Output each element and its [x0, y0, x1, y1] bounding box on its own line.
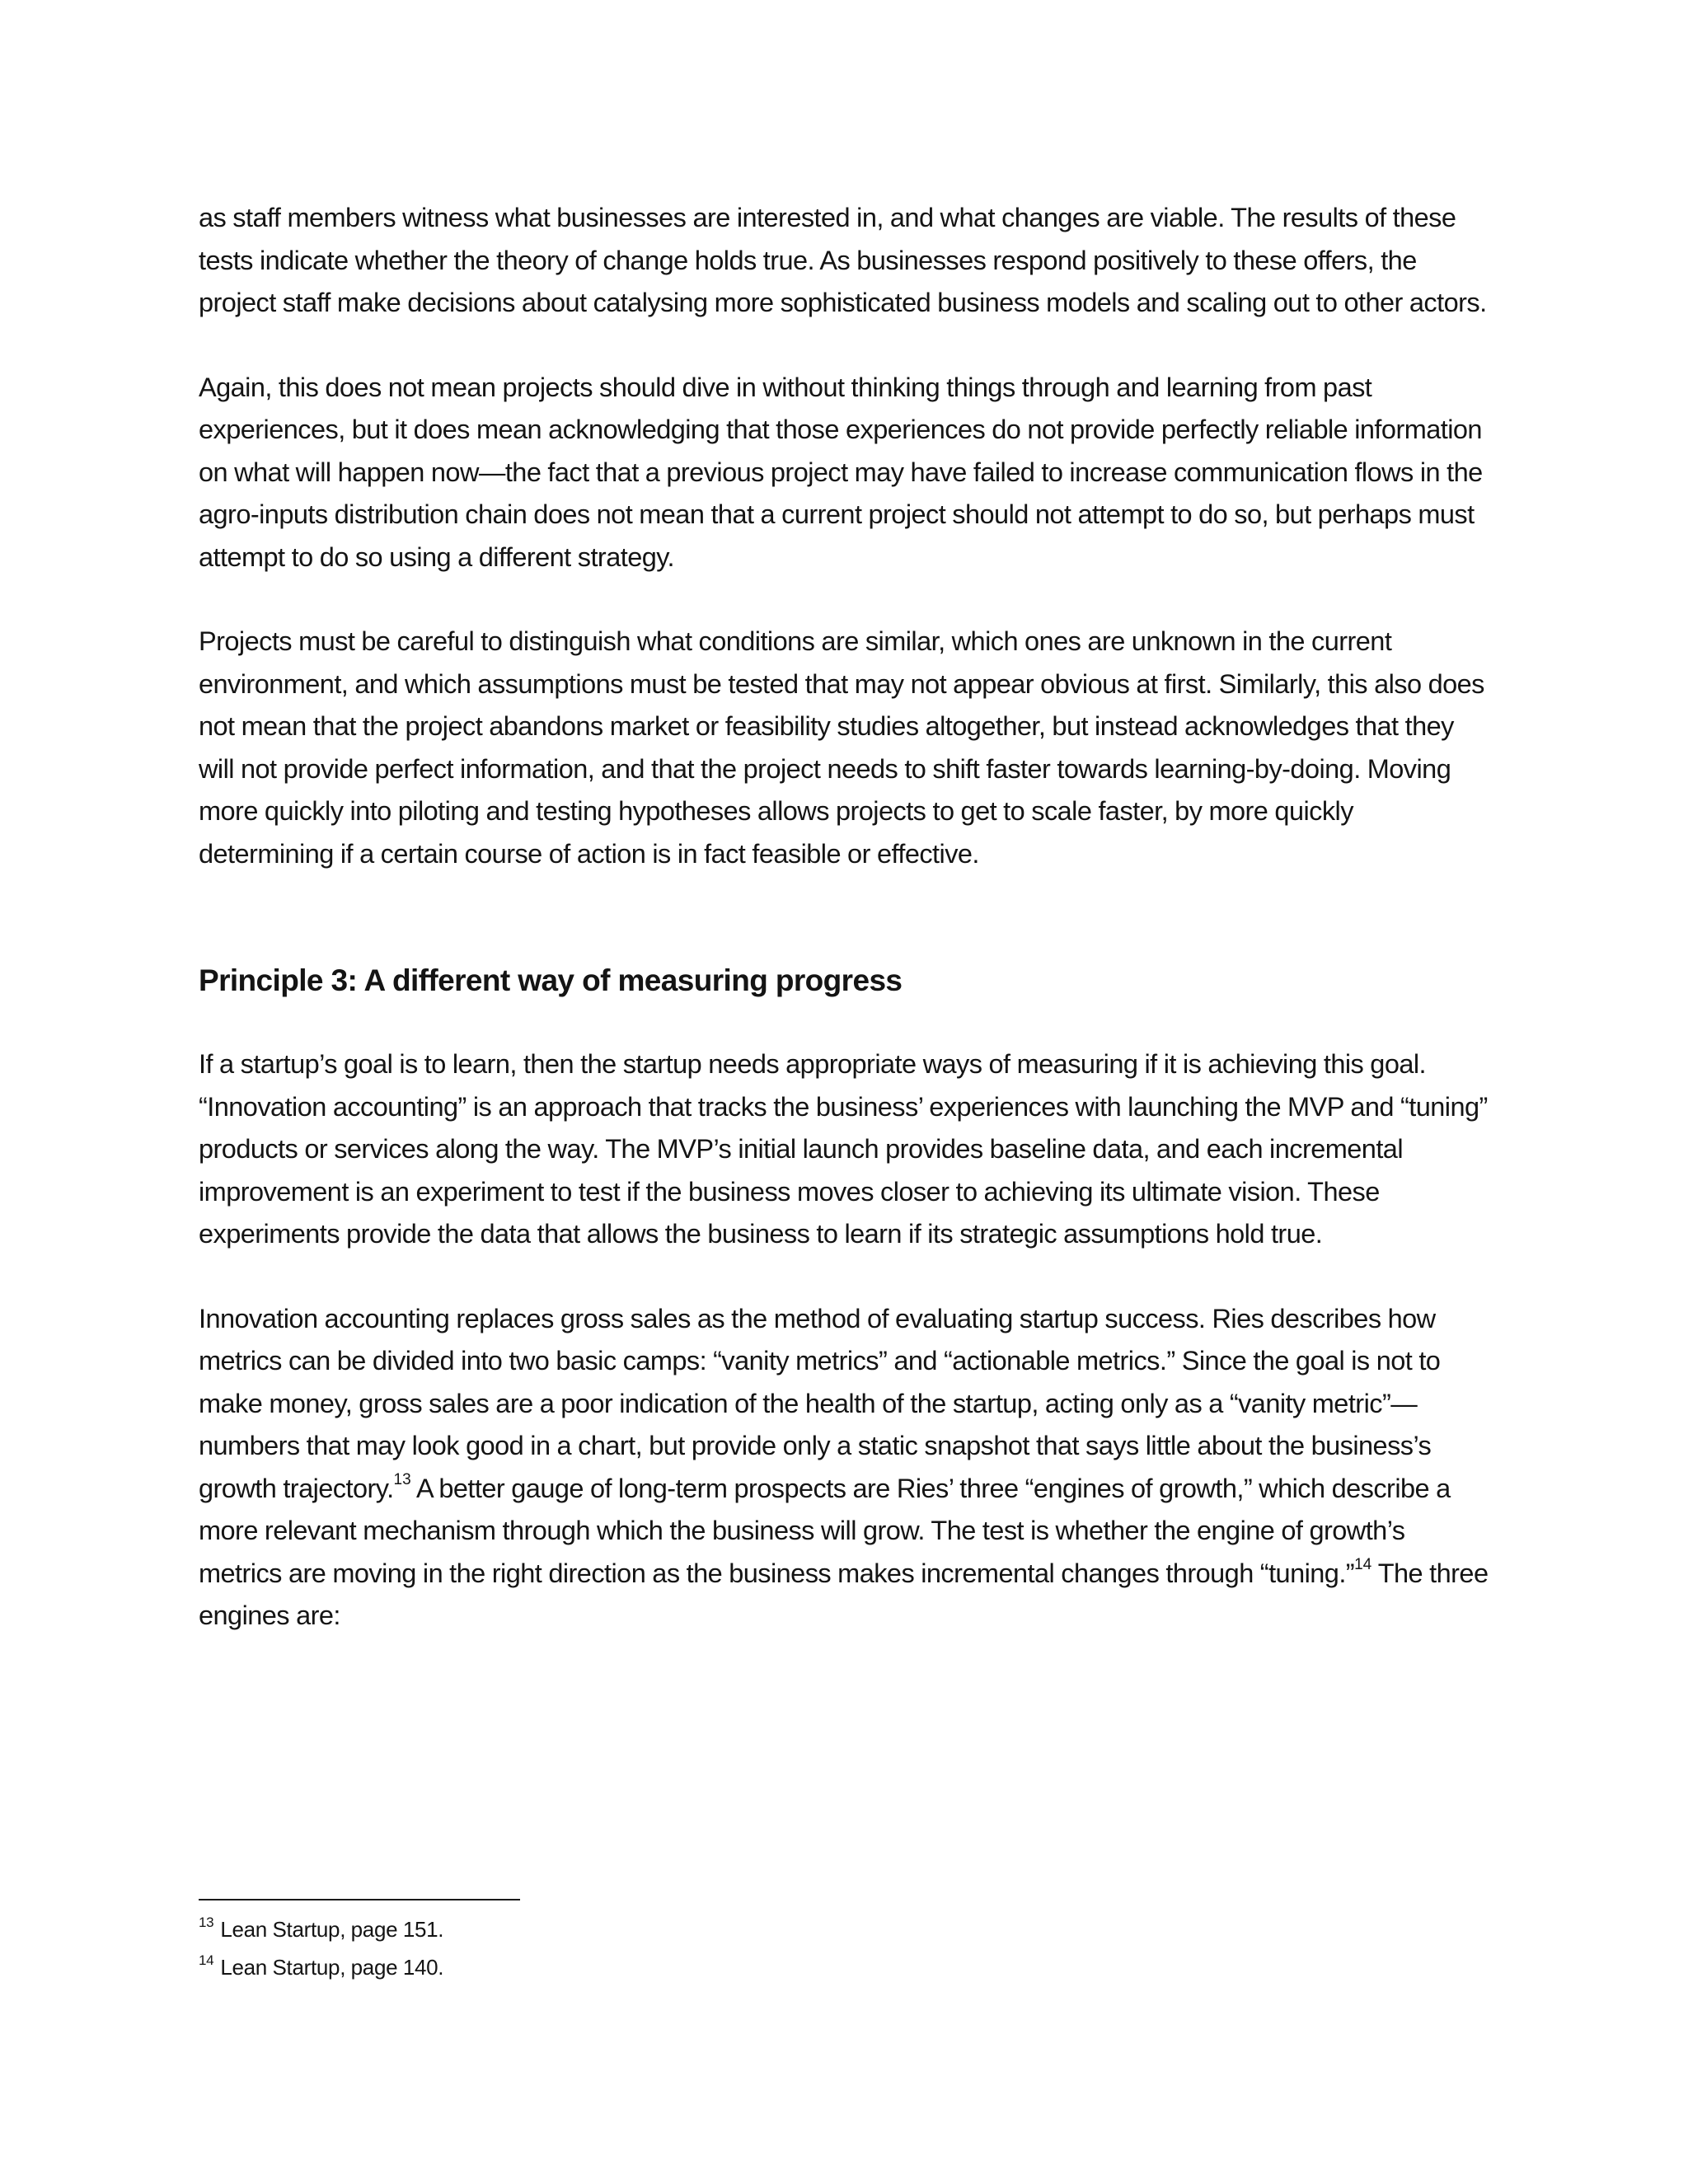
paragraph-spacer [199, 579, 1489, 621]
body-paragraph-5 [199, 1298, 1489, 1638]
page-body [199, 197, 1489, 1638]
footnote-text: Lean Startup, page 151. [220, 1917, 444, 1942]
footnote-number: 14 [199, 1952, 214, 1968]
footnote-text: Lean Startup, page 140. [220, 1955, 444, 1980]
footnotes [199, 1910, 1188, 1986]
footnote-13 [199, 1910, 1188, 1948]
paragraph-spacer [199, 1256, 1489, 1298]
paragraph-spacer [199, 325, 1489, 367]
heading-spacer [199, 875, 1489, 959]
body-paragraph-3: Projects must be careful to distinguish what conditions are similar, which ones are unknown in the current environment, and which assumptions must be tested that may not appear obvious at first. Similarly, this also does not mean that the project abandons market or feasibility studies altogether, but instead acknowledges that they will not provide perfect information, and that the project needs to shift faster towards learning-by-doing. Moving more quickly into piloting and testing hypotheses allows projects to get to scale faster, by more quickly determining if a certain course of action is in fact feasible or effective. [199, 626, 1484, 869]
section-heading: Principle 3: A different way of measuring progress [199, 963, 903, 997]
footnote-separator [199, 1899, 520, 1900]
paragraph-spacer [199, 1001, 1489, 1043]
body-paragraph-4: If a startup’s goal is to learn, then the startup needs appropriate ways of measuring if it is achieving this goal. “Innovation accounting” is an approach that tracks the business’ experiences with launching the MVP and “tuning” products or services along the way. The MVP’s initial launch provides baseline data, and each incremental improvement is an experiment to test if the business moves closer to achieving its ultimate vision. These experiments provide the data that allows the business to learn if its strategic assumptions hold true. [199, 1049, 1488, 1249]
footnote-reference-13[interactable]: 13 [393, 1470, 411, 1488]
footnote-14 [199, 1948, 1188, 1986]
footnote-reference-14[interactable]: 14 [1354, 1555, 1372, 1573]
paragraph-text-segment: Innovation accounting replaces gross sales as the method of evaluating startup success. Ries describes how metrics can be divided into two basic camps: “vanity metrics” and “actionable metrics.” Since the goal is not to make money, gross sales are a poor indication of the health of the startup, acting only as a “vanity metric”—numbers that may look good in a chart, but provide only a static snapshot that says little about the business’s growth trajectory. [199, 1303, 1441, 1503]
paragraph-text-segment: A better gauge of long-term prospects are Ries’ three “engines of growth,” which describe a more relevant mechanism through which the business will grow. The test is whether the engine of growth’s metrics are moving in the right direction as the business makes incremental changes through “tuning.” [199, 1473, 1451, 1588]
body-paragraph-2: Again, this does not mean projects should dive in without thinking things through and learning from past experiences, but it does mean acknowledging that those experiences do not provide perfectly reliable information on what will happen now—the fact that a previous project may have failed to increase communication flows in the agro-inputs distribution chain does not mean that a current project should not attempt to do so, but perhaps must attempt to do so using a different strategy. [199, 372, 1483, 572]
paragraph-text-segment: The three engines are: [199, 1558, 1489, 1630]
footnote-number: 13 [199, 1915, 214, 1930]
body-paragraph-1: as staff members witness what businesses are interested in, and what changes are viable. The results of these tests indicate whether the theory of change holds true. As businesses respond positively to these offers, the project staff make decisions about catalysing more sophisticated business models and scaling out to other actors. [199, 203, 1487, 317]
